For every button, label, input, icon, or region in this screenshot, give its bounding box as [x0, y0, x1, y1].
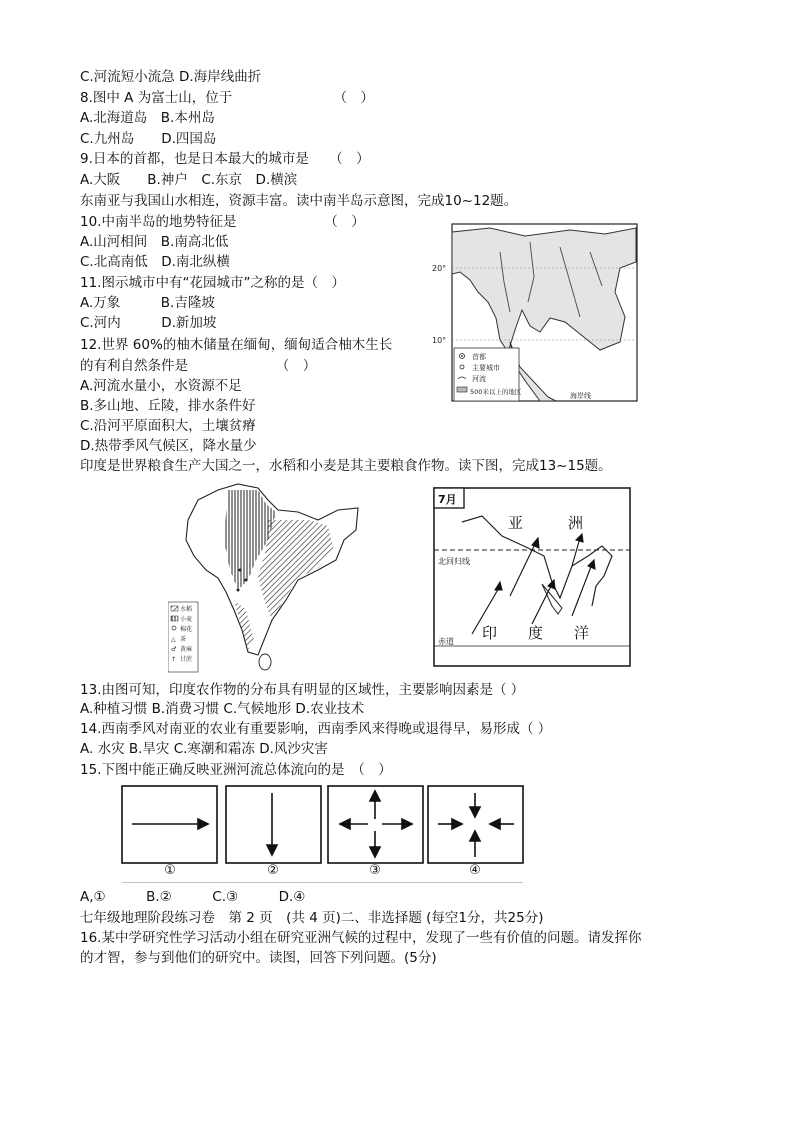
page-footer-and-section-header: 七年级地理阶段练习卷 第 2 页 (共 4 页)二、非选择题 (每空1分，共25分): [80, 910, 544, 926]
q10-options-cd: C.北高南低 D.南北纵横: [80, 254, 230, 270]
legend-rice: 水稻: [180, 606, 193, 613]
ocean-char-3: 洋: [574, 624, 590, 642]
q11-stem: 11.图示城市中有“花园城市”之称的是（ ）: [80, 275, 345, 291]
q15-stem: 15.下图中能正确反映亚洲河流总体流向的是 （ ）: [80, 762, 392, 778]
q12-option-b: B.多山地、丘陵，排水条件好: [80, 398, 256, 414]
legend-river: 河流: [472, 375, 486, 383]
legend-tea: 茶: [180, 636, 187, 643]
tropic-label: 北回归线: [438, 557, 470, 566]
legend-jute: 黄麻: [180, 646, 193, 653]
q10-stem: 10.中南半岛的地势特征是 （ ）: [80, 214, 365, 230]
q13-options: A.种植习惯 B.消费习惯 C.气候地形 D.农业技术: [80, 701, 365, 717]
coastline-label: 海岸线: [570, 392, 591, 400]
option-4-label: ④: [469, 863, 481, 878]
legend-sugarcane: 甘蔗: [180, 656, 193, 663]
tea-icon: △: [171, 636, 176, 643]
legend-wheat: 小麦: [180, 616, 193, 623]
highland-icon: [457, 387, 467, 392]
q12-option-a: A.河流水量小，水资源不足: [80, 378, 242, 394]
flow-options-figure: [120, 783, 525, 883]
sugarcane-icon: ↑: [171, 656, 177, 663]
rice-icon: [171, 606, 178, 611]
legend-highland: 500米以上的地区: [470, 388, 522, 396]
legend-capital: 首都: [472, 353, 486, 361]
section-intro-india: 印度是世界粮食生产大国之一，水稻和小麦是其主要粮食作物。读下图，完成13~15题。: [80, 458, 612, 474]
jute-icon: ♂: [171, 646, 177, 653]
q10-options-ab: A.山河相间 B.南高北低: [80, 234, 229, 250]
q11-options-ab: A.万象 B.吉隆坡: [80, 295, 215, 311]
q14-options: A. 水灾 B.旱灾 C.寒潮和霜冻 D.风沙灾害: [80, 741, 328, 757]
legend-cotton: 棉花: [180, 626, 193, 633]
q12-stem-line2: 的有利自然条件是 （ ）: [80, 358, 317, 374]
q12-stem-line1: 12.世界 60%的柚木储量在缅甸，缅甸适合柚木生长: [80, 337, 393, 353]
wheat-icon: [171, 616, 178, 621]
q12-option-d: D.热带季风气候区，降水量少: [80, 438, 257, 454]
asia-char-1: 亚: [508, 514, 524, 532]
option-2-label: ②: [267, 863, 279, 878]
q8-stem: 8.图中 A 为富士山，位于 （ ）: [80, 90, 374, 106]
q8-options-cd: C.九州岛 D.四国岛: [80, 131, 217, 147]
lat-10-label: 10°: [432, 336, 447, 345]
indochina-map: [430, 222, 640, 404]
option-1-label: ①: [164, 863, 176, 878]
monsoon-map: [432, 486, 632, 668]
q12-option-c: C.沿河平原面积大，土壤贫瘠: [80, 418, 256, 434]
ocean-char-2: 度: [528, 624, 544, 642]
q15-options: A,① B.② C.③ D.④: [80, 889, 306, 905]
q13-stem: 13.由图可知，印度农作物的分布具有明显的区域性，主要影响因素是（ ）: [80, 682, 525, 698]
q9-options: A.大阪 B.神户 C.东京 D.横滨: [80, 172, 298, 188]
asia-char-2: 洲: [568, 514, 584, 532]
q14-stem: 14.西南季风对南亚的农业有重要影响，西南季风来得晚或退得早，易形成（ ）: [80, 721, 552, 737]
q16-stem-line1: 16.某中学研究性学习活动小组在研究亚洲气候的过程中，发现了一些有价值的问题。请发挥你: [80, 930, 642, 946]
lat-20-label: 20°: [432, 264, 447, 273]
q11-options-cd: C.河内 D.新加坡: [80, 315, 217, 331]
option-3-label: ③: [369, 863, 381, 878]
q8-options-ab: A.北海道岛 B.本州岛: [80, 110, 215, 126]
legend-city: 主要城市: [472, 364, 500, 372]
section-intro-southeast-asia: 东南亚与我国山水相连，资源丰富。读中南半岛示意图，完成10~12题。: [80, 193, 518, 209]
ocean-char-1: 印: [482, 624, 498, 642]
india-crop-map: [168, 480, 373, 675]
month-label: 7月: [438, 493, 457, 506]
q9-stem: 9.日本的首都，也是日本最大的城市是 （ ）: [80, 151, 370, 167]
equator-label: 赤道: [438, 637, 454, 646]
q16-stem-line2: 的才智，参与到他们的研究中。读图，回答下列问题。(5分): [80, 950, 437, 966]
q7-options-cd: C.河流短小流急 D.海岸线曲折: [80, 69, 262, 85]
